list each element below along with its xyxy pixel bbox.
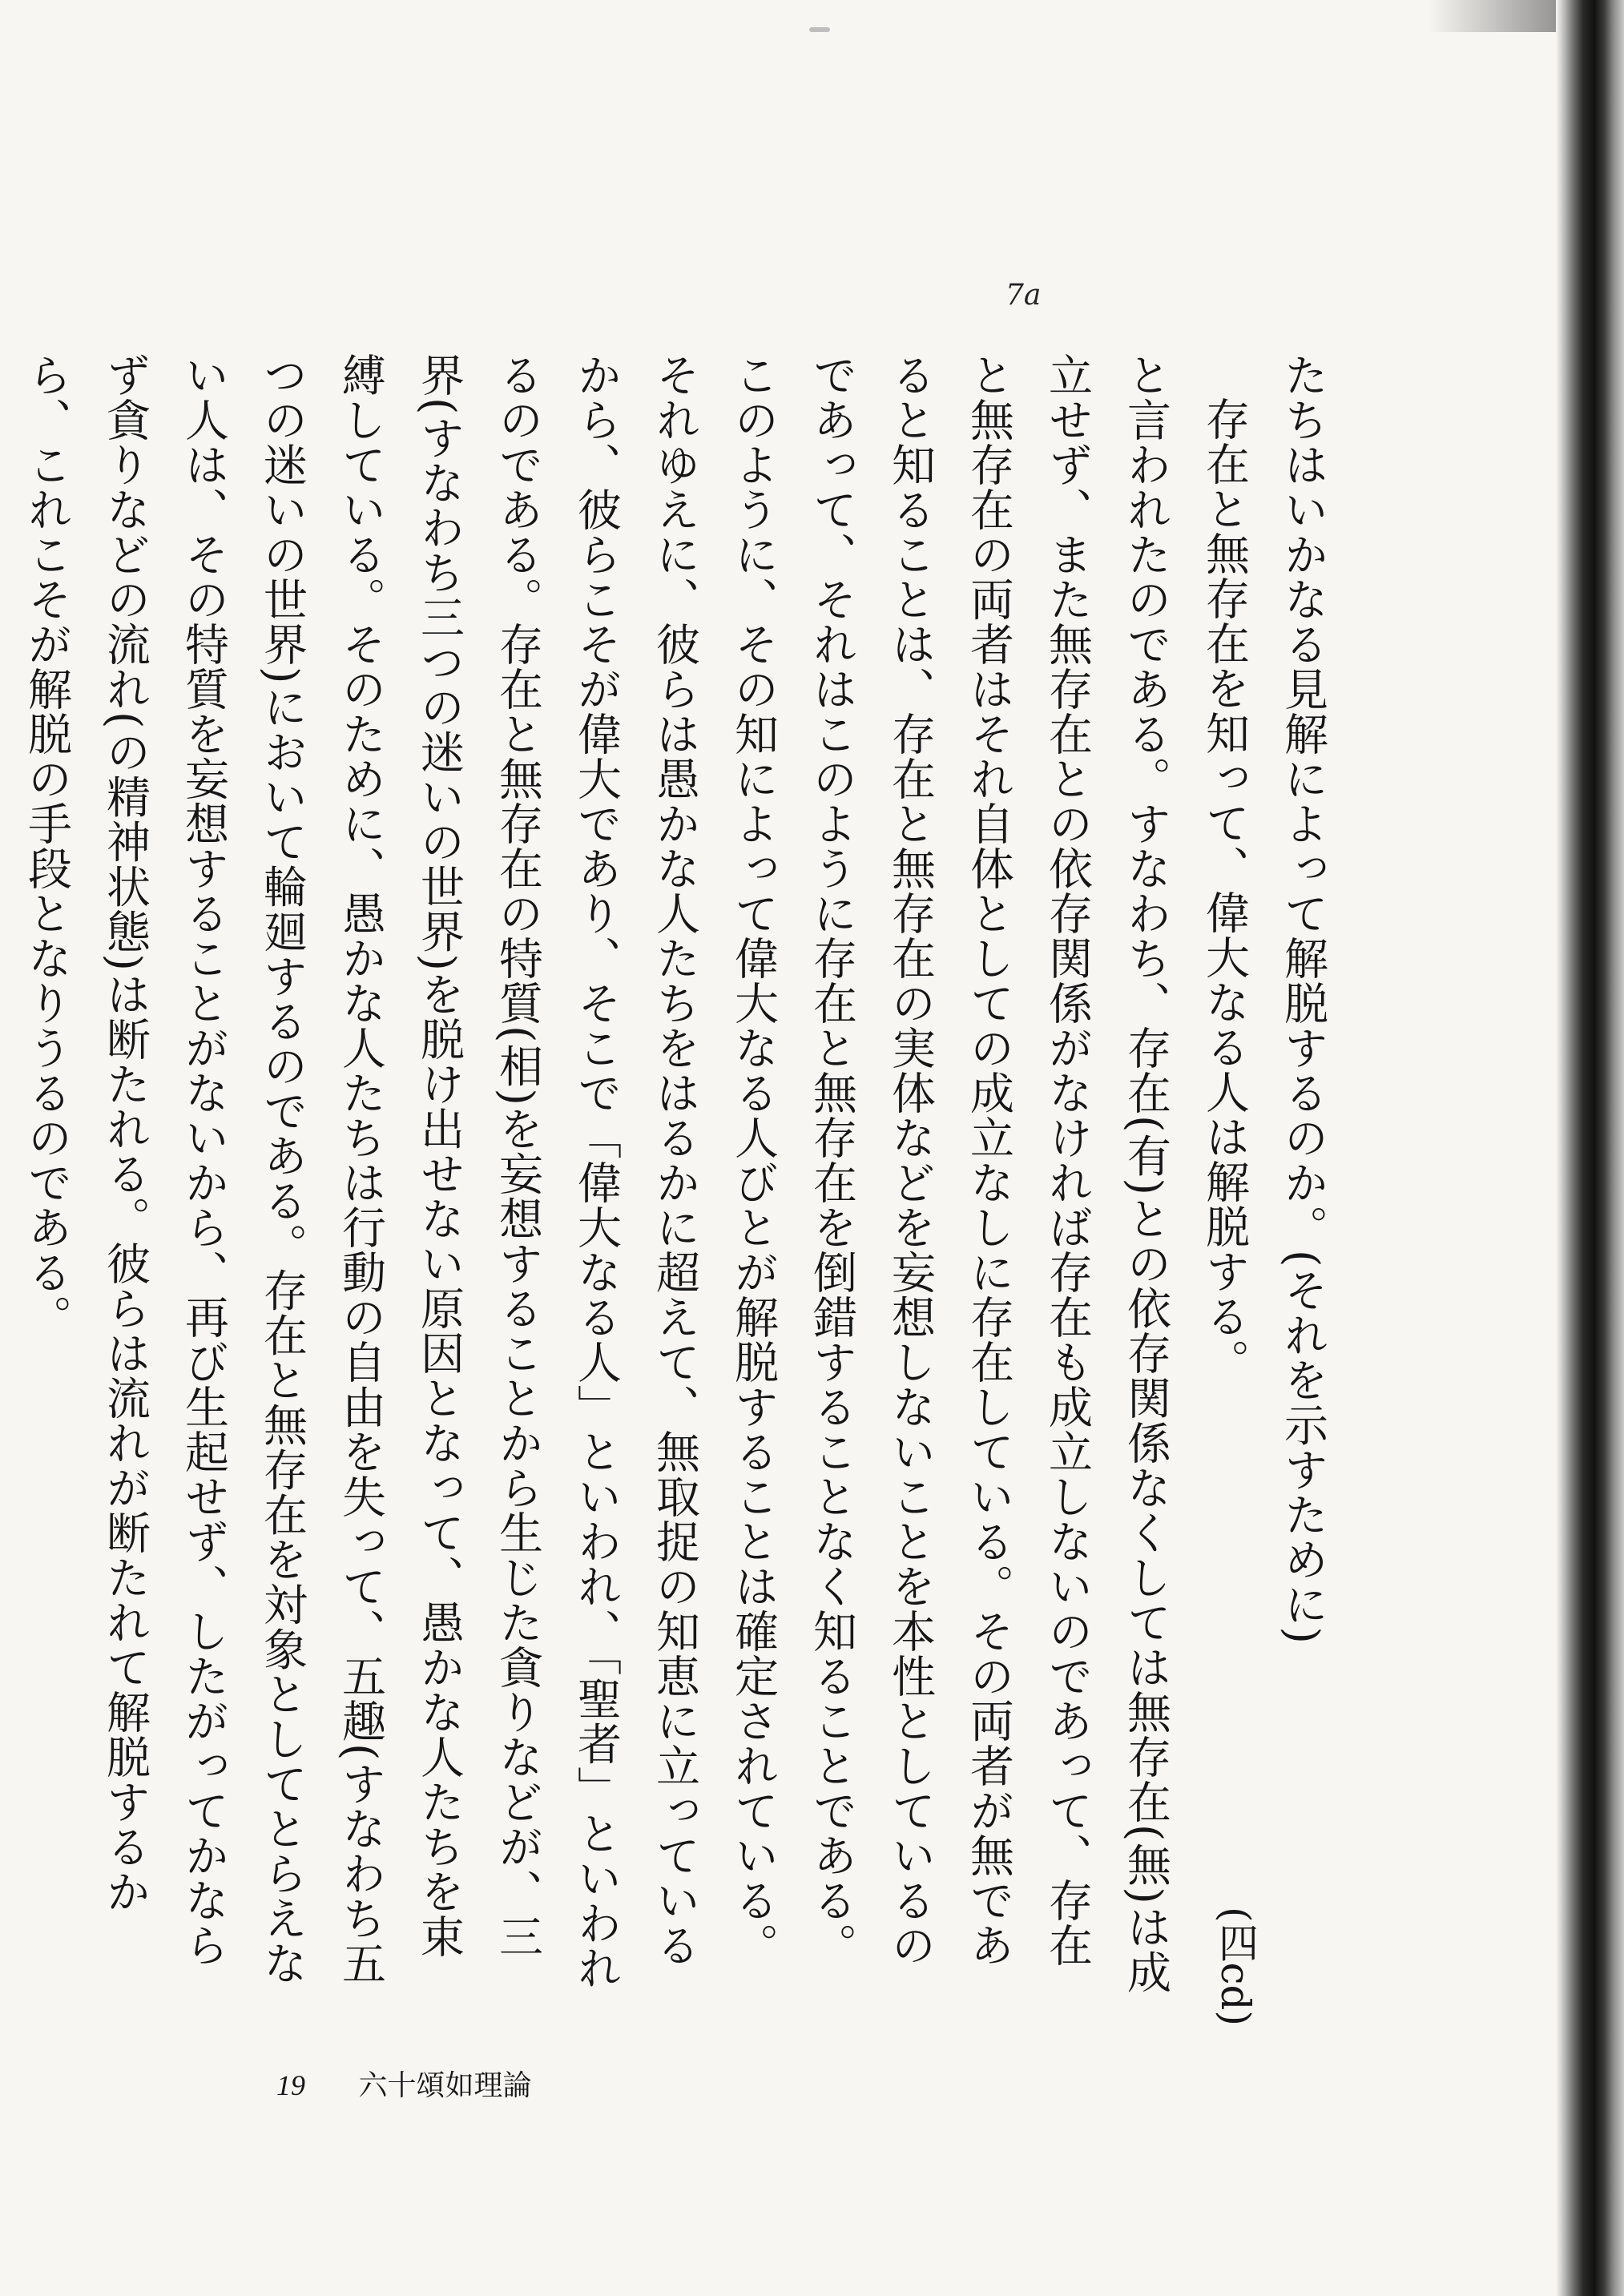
book-binding-shadow [1556,0,1624,2296]
page-number: 19 [276,2069,305,2101]
binding-shadow-top [1428,0,1556,32]
margin-reference: 7a [1005,279,1042,312]
verse-reference: (四cd) [1212,1907,1259,2027]
paragraph-1: たちはいかなる見解によって解脱するのか。(それを示すために) [1277,352,1328,1645]
verse-line: 存在と無存在を知って、偉大なる人は解脱する。 [1199,397,1250,1384]
page-footer [276,2063,531,2104]
book-title: 六十頌如理論 [358,2069,532,2102]
paragraph-2: と言われたのである。すなわち、存在(有)との依存関係なくしては無存在(無)は成立せず、また無存在との依存関係がなければ存在も成立しないのであって、存在と無存在の両者はそれ自体としての成立なしに存在している。その両者が無であると知ることは、存在と無存在の実体などを妄想しないことを本性としているのであって、それはこのように存在と無存在を倒錯することなく知ることである。このように、その知によって偉大なる人びとが解脱することは確定されている。それゆえに、彼らは愚かな人たちをはるかに超えて、無取捉の知恵に立っているから、彼らこそが偉大であり、そこで「偉大なる人」といわれ、「聖者」といわれるのである。存在と無存在の特質(相)を妄想することから生じた貪りなどが、三界(すなわち三つの迷いの世界)を脱け出せない原因となって、愚かな人たちを束縛している。そのために、愚かな人たちは行動の自由を失って、五趣(すなわち五つの迷いの世界)において輪廻するのである。存在と無存在を対象としてとらえない人は、その特質を妄想することがないから、再び生起せず、したがってかならず貪りなどの流れ(の精神状態)は断たれる。彼らは流れが断たれて解脱するから、これこそが解脱の手段となりうるのである。 [21,352,1171,1995]
paragraph-3 [0,352,7,2003]
scan-speck [809,27,830,32]
main-text [21,352,1342,2003]
